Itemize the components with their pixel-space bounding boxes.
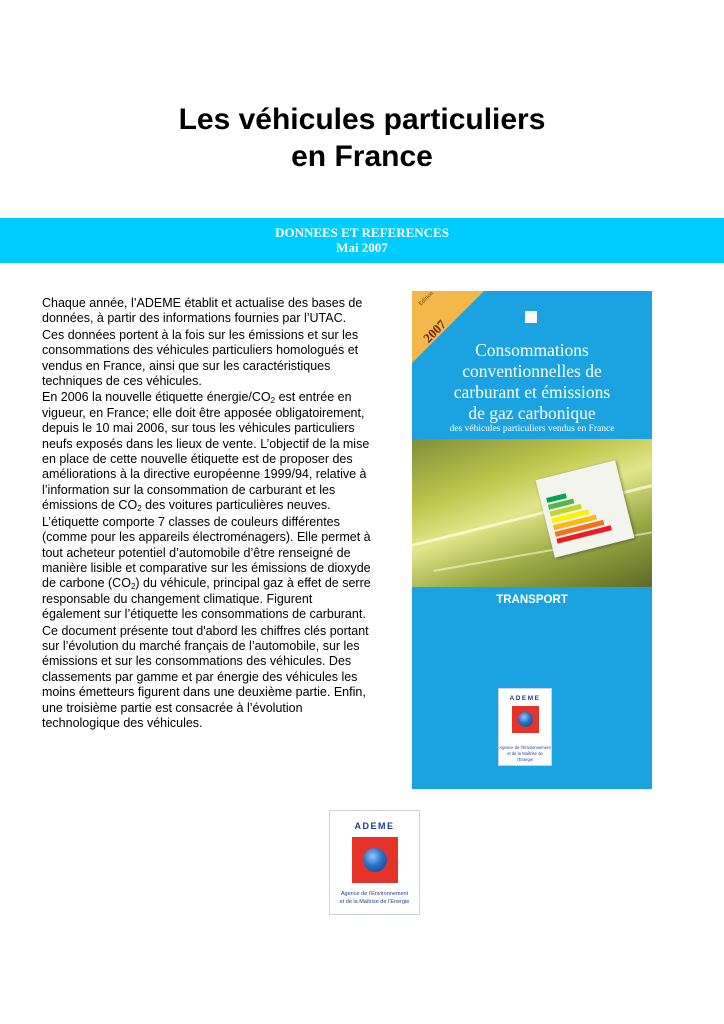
- cover-category: TRANSPORT: [496, 594, 568, 606]
- edition-label: Edition: [418, 291, 435, 308]
- globe-icon: [518, 712, 533, 727]
- paragraph-1: Chaque année, l’ADEME établit et actualise des bases de données, à partir des informations fournies par l’UTAC.: [42, 296, 363, 326]
- page-title-line-2: en France: [291, 140, 433, 173]
- page-title: [0, 101, 724, 175]
- band-date: Mai 2007: [336, 240, 388, 255]
- paragraph-2: Ces données portent à la fois sur les émissions et sur les consommations des véhicules particuliers homologués et vendus en France, ainsi que sur les caractéristiques techniques de ces véhicules.: [42, 327, 359, 389]
- page-title-line-1: Les véhicules particuliers: [178, 103, 546, 136]
- edition-year: 2007: [420, 316, 449, 346]
- paragraph-5: Ce document présente tout d'abord les chiffres clés portant sur l’évolution du marché français de l’automobile, sur les émissions et sur les consommations des véhicules. Des classements par gamme et par énergie des véhicules les moins émetteurs figurent dans une deuxième partie. Enfin, une troisième partie est consacrée à l’évolution technologique des véhicules.: [42, 623, 369, 730]
- globe-icon: [363, 848, 387, 872]
- car-windshield-photo: [412, 439, 652, 587]
- cover-title-line-4: de gaz carbonique: [468, 403, 596, 423]
- band-label: DONNEES ET REFERENCES: [275, 225, 449, 240]
- ademe-logo: [329, 810, 420, 915]
- agency-name-line-1: Agence de l’Environnement: [340, 891, 409, 897]
- header-band: [0, 218, 724, 263]
- cover-title-line-3: carburant et émissions: [453, 382, 611, 402]
- cover-title-line-2: conventionnelles de: [462, 361, 602, 381]
- body-text: [42, 296, 372, 732]
- paragraph-4: L’étiquette comporte 7 classes de couleurs différentes (comme pour les appareils électroménagers). Elle permet à tout acheteur potentiel d’automobile d’être renseigné de manière lisible et comparative sur les émissions de dioxyde de carbone $(CO_2)$ du véhicule, principal gaz à effet de serre responsable du changement climatique. Figurent également sur l’étiquette les consommations de carburant.: [42, 514, 371, 622]
- logo-wordmark: ADEME: [354, 821, 395, 831]
- square-icon: [525, 311, 537, 323]
- cover-title-line-1: Consommations: [475, 340, 589, 360]
- paragraph-3: En 2006 la nouvelle étiquette énergie/$CO_2$ est entrée en vigueur, en France; elle doit être apposée obligatoirement, depuis le 10 mai 2006, sur tous les véhicules particuliers neufs exposés dans les lieux de vente. L’objectif de la mise en place de cette nouvelle étiquette est de proposer des améliorations à la directive européenne 1999/94, relative à l’information sur la consommation de carburant et les émissions de $CO_2$ des voitures particulières neuves.: [42, 390, 370, 514]
- brochure-cover-image: [412, 291, 652, 789]
- cover-subtitle: des véhicules particuliers vendus en France: [449, 424, 615, 434]
- logo-wordmark: ADEME: [509, 695, 541, 702]
- energy-label-icon: [536, 460, 635, 557]
- ademe-logo-small: ADEME Agence de l’Environnement et de la Maîtrise de l’Energie: [498, 688, 552, 766]
- agency-name-line-2: et de la Maîtrise de l’Energie: [339, 899, 410, 905]
